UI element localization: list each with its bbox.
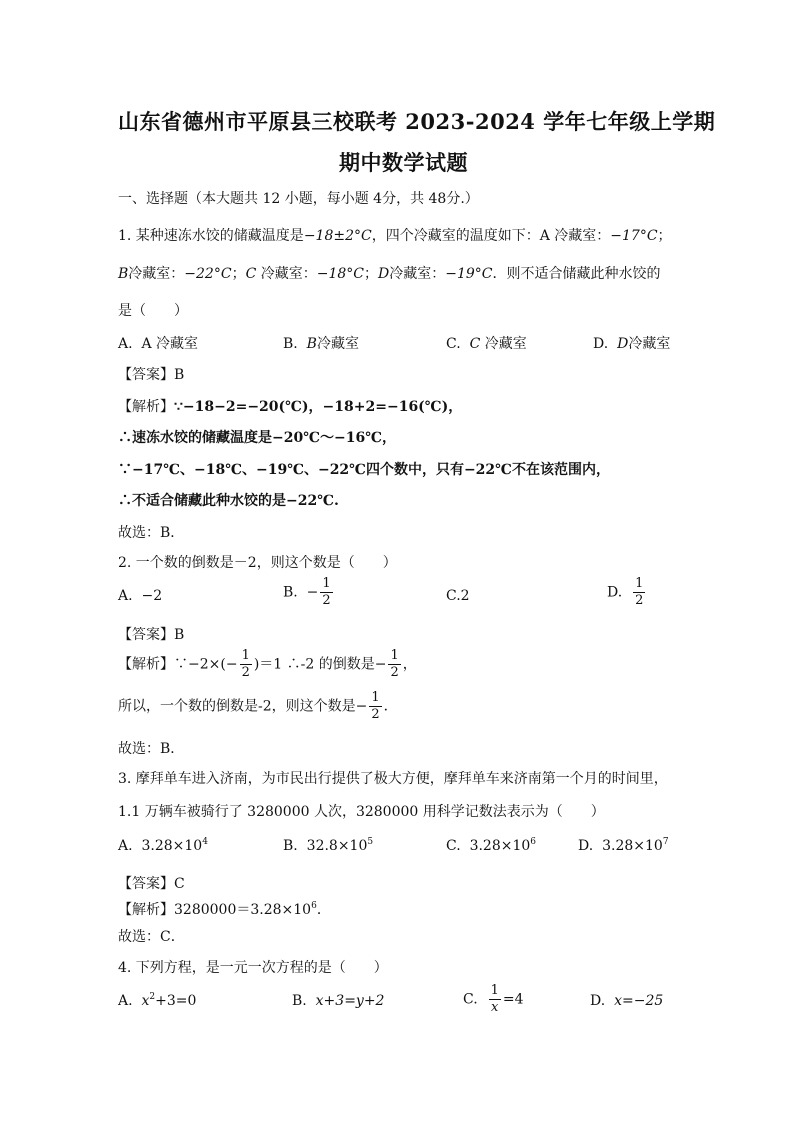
q4-option-d[interactable] (590, 993, 663, 1009)
analysis-label: 【解析】 (118, 902, 174, 918)
analysis-text: ∵−18−2=−20(℃)，−18+2=−16(℃)， (174, 399, 463, 415)
option-label: A. (118, 993, 133, 1009)
q2-option-b[interactable] (283, 576, 335, 609)
fraction-denominator: 2 (390, 665, 399, 680)
option-sign: − (306, 584, 319, 601)
q1-room-b-temp: −22°C (184, 266, 232, 282)
option-label: B. (292, 993, 307, 1009)
page-title-line1: 山东省德州市平原县三校联考 2023-2024 学年七年级上学期 (118, 109, 716, 134)
q2-option-a[interactable] (118, 588, 162, 604)
page-title-line2: 期中数学试题 (339, 150, 468, 175)
q1-analysis-line2: ∴速冻水饺的储藏温度是−20℃～−16℃， (118, 430, 396, 446)
option-value: −2 (141, 588, 163, 604)
option-exponent: 7 (662, 837, 669, 847)
q1-room-a-temp: −17°C (610, 228, 658, 244)
q1-answer: 【答案】B (118, 367, 185, 383)
q1-stem-line2 (118, 263, 661, 283)
option-exponent: 4 (202, 837, 208, 847)
option-label: C. (446, 336, 461, 352)
option-label: D. (607, 584, 623, 601)
option-fraction (489, 983, 501, 1016)
analysis-label: 【解析】 (118, 656, 174, 673)
q3-option-d[interactable] (578, 838, 669, 854)
analysis-label: 【解析】 (118, 399, 174, 415)
option-fraction (633, 576, 645, 609)
analysis-fraction (240, 648, 252, 681)
q3-option-b[interactable] (283, 838, 373, 854)
analysis-text-a: ∵−2×(− (174, 656, 238, 673)
analysis-fraction (369, 690, 381, 723)
q3-stem-line2: 1.1 万辆车被骑行了 3280000 人次，3280000 用科学记数法表示为（ ） (118, 804, 605, 820)
q3-option-a[interactable] (118, 838, 208, 854)
q2-analysis-line1 (118, 648, 417, 681)
q1-room-b-letter: B (118, 266, 129, 282)
option-label: B. (283, 838, 298, 854)
option-equation: x+3=y+2 (315, 993, 385, 1009)
q4-stem: 4. 下列方程，是一元一次方程的是（ ） (118, 960, 388, 976)
q1-option-d[interactable] (593, 333, 670, 353)
q1-analysis-line3: ∵−17℃、−18℃、−19℃、−22℃四个数中，只有−22℃不在该范围内， (118, 462, 610, 478)
option-rest: +3=0 (155, 993, 197, 1009)
option-exponent: 6 (530, 837, 537, 847)
option-variable: x (141, 993, 150, 1009)
option-value: 2 (460, 588, 470, 604)
q2-conclusion: 故选：B． (118, 741, 185, 757)
option-label: C. (463, 991, 478, 1008)
option-base: 3.28×10 (469, 838, 531, 854)
analysis-text-b: )＝1 ∴-2 的倒数是− (253, 656, 387, 673)
q1-analysis-line1 (118, 396, 462, 416)
option-exponent: 2 (149, 992, 156, 1002)
q3-stem-line1: 3. 摩拜单车进入济南，为市民出行提供了极大方便，摩拜单车来济南第一个月的时间里， (118, 771, 668, 787)
fraction-denominator: 2 (635, 593, 644, 608)
option-label: A. (118, 336, 133, 352)
fraction-denominator: x (491, 1000, 499, 1015)
analysis-exponent: 6 (311, 901, 317, 911)
fraction-numerator: 1 (241, 648, 250, 663)
q1-room-d: 冷藏室： (389, 266, 446, 282)
option-label: D. (578, 838, 594, 854)
fraction-numerator: 1 (322, 576, 331, 591)
q1-room-c: 冷藏室： (256, 266, 317, 282)
q1-sep2: ； (364, 266, 378, 282)
fraction-numerator: 1 (390, 648, 399, 663)
q1-text-end: ； (657, 228, 672, 244)
q1-stem-line1 (118, 225, 672, 245)
option-fraction (320, 576, 332, 609)
q2-analysis-line2 (118, 690, 398, 723)
option-base: 3.28×10 (602, 838, 663, 854)
q2-stem: 2. 一个数的倒数是－2，则这个数是（ ） (118, 555, 397, 571)
analysis-fraction (388, 648, 400, 681)
q3-option-c[interactable] (446, 838, 536, 854)
option-base: 3.28×10 (141, 838, 203, 854)
q1-text-a: 1. 某种速冻水饺的储藏温度是 (118, 228, 304, 244)
q3-conclusion: 故选：C． (118, 929, 185, 945)
analysis-text-a: 所以，一个数的倒数是-2，则这个数是− (118, 698, 368, 715)
q1-conclusion: 故选：B． (118, 525, 185, 541)
q1-storage-temp: −18±2°C (303, 228, 372, 244)
q2-option-d[interactable] (607, 576, 647, 609)
section-header: 一、选择题（本大题共 12 小题，每小题 4分，共 48分.） (118, 191, 479, 207)
q1-sep1: ； (231, 266, 246, 282)
q1-stem-line3: 是（ ） (118, 303, 188, 319)
option-letter: A (141, 336, 152, 352)
option-exponent: 5 (367, 837, 374, 847)
q1-room-d-temp: −19°C (445, 266, 493, 282)
q1-room-b: 冷藏室： (128, 266, 185, 282)
analysis-text-end: ， (402, 656, 417, 673)
q1-option-c[interactable] (446, 333, 527, 353)
option-text: 冷藏室 (156, 336, 199, 352)
fraction-numerator: 1 (371, 690, 380, 705)
q1-room-c-temp: −18°C (316, 266, 364, 282)
q3-answer: 【答案】C (118, 876, 185, 892)
option-letter: B (306, 336, 317, 352)
option-label: B. (283, 584, 298, 601)
analysis-end: ． (316, 902, 331, 918)
option-base: 32.8×10 (306, 838, 368, 854)
option-label: B. (283, 336, 298, 352)
q3-analysis (118, 899, 331, 919)
option-text: 冷藏室 (628, 336, 671, 352)
option-label: A. (118, 588, 133, 604)
q1-room-c-letter: C (245, 266, 257, 282)
option-letter: C (469, 336, 481, 352)
option-rest: =4 (502, 991, 524, 1008)
option-label: D. (590, 993, 606, 1009)
option-text: 冷藏室 (316, 336, 359, 352)
fraction-denominator: 2 (241, 665, 250, 680)
q1-text-b: ，四个冷藏室的温度如下：A 冷藏室： (371, 228, 611, 244)
q1-analysis-line4: ∴不适合储藏此种水饺的是−22℃. (118, 493, 339, 509)
option-letter: D (617, 336, 629, 352)
analysis-text-end: ． (383, 698, 398, 715)
q4-option-c[interactable] (463, 983, 524, 1016)
q1-option-b[interactable] (283, 333, 359, 353)
q2-answer: 【答案】B (118, 627, 185, 643)
option-label: A. (118, 838, 133, 854)
fraction-denominator: 2 (371, 707, 380, 722)
q4-option-b[interactable] (292, 993, 384, 1009)
q1-option-a[interactable] (118, 333, 198, 353)
option-label: C. (446, 838, 461, 854)
fraction-numerator: 1 (635, 576, 644, 591)
option-label: C. (446, 588, 461, 604)
option-text: 冷藏室 (484, 336, 527, 352)
option-label: D. (593, 336, 609, 352)
q4-option-a[interactable] (118, 993, 196, 1009)
q1-line2-end: ．则不适合储藏此种水饺的 (492, 266, 661, 282)
q2-option-c[interactable] (446, 588, 470, 604)
option-equation: x=−25 (614, 993, 664, 1009)
q1-room-d-letter: D (378, 266, 390, 282)
analysis-expression: 3280000＝3.28×10 (174, 902, 312, 918)
fraction-numerator: 1 (490, 983, 499, 998)
fraction-denominator: 2 (322, 593, 331, 608)
